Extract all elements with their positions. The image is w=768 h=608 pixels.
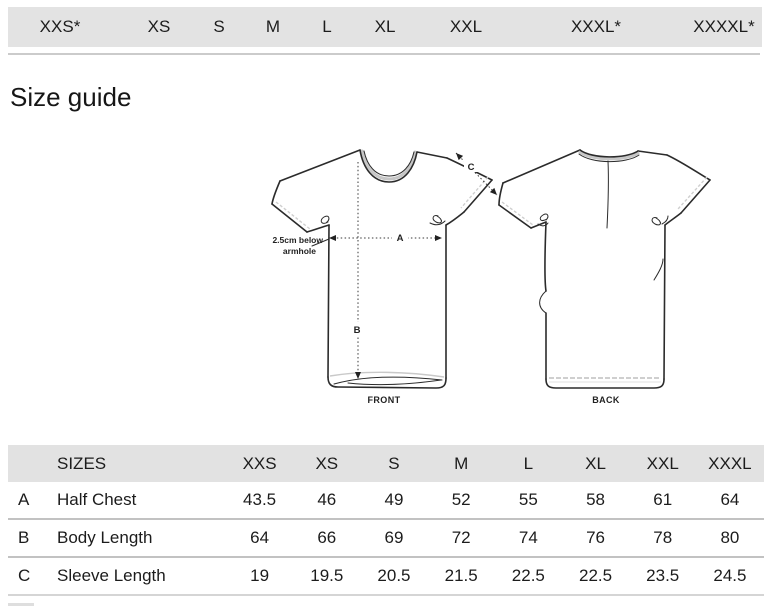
size-option-s[interactable]: S xyxy=(213,17,225,36)
value-cell: 43.5 xyxy=(243,490,277,509)
dim-a-label: A xyxy=(396,233,404,244)
measurements-table xyxy=(8,445,764,596)
divider xyxy=(8,53,760,55)
table-row-sleeve-length xyxy=(8,558,764,596)
column-header-xs: XS xyxy=(315,453,339,473)
header-sizes-label: SIZES xyxy=(57,453,107,473)
column-header-xxs: XXS xyxy=(242,453,277,473)
table-header-row xyxy=(8,445,764,482)
column-header-xl: XL xyxy=(585,453,606,473)
dim-b-label: B xyxy=(353,325,361,336)
size-option-xl[interactable]: XL xyxy=(374,17,396,36)
row-letter: A xyxy=(18,490,30,509)
size-option-m[interactable]: M xyxy=(265,17,281,36)
row-label: Half Chest xyxy=(57,490,137,509)
value-cell: 69 xyxy=(384,528,404,547)
value-cell: 19.5 xyxy=(310,566,344,585)
column-header-m: M xyxy=(454,453,469,473)
value-cell: 46 xyxy=(317,490,337,509)
value-cell: 72 xyxy=(451,528,471,547)
value-cell: 23.5 xyxy=(646,566,680,585)
size-option-l[interactable]: L xyxy=(322,17,332,36)
value-cell: 78 xyxy=(653,528,673,547)
back-view-label: BACK xyxy=(592,395,620,405)
size-option-xxxl[interactable]: XXXL* xyxy=(570,17,622,36)
divider xyxy=(8,603,34,606)
armhole-annotation xyxy=(272,235,329,256)
value-cell: 80 xyxy=(720,528,740,547)
front-shirt-drawing xyxy=(272,150,492,388)
column-header-xxxl: XXXL xyxy=(708,453,752,473)
annotation-line1: 2.5cm below xyxy=(272,235,323,245)
value-cell: 55 xyxy=(518,490,538,509)
column-header-xxl: XXL xyxy=(646,453,679,473)
value-cell: 19 xyxy=(250,566,270,585)
table-row-body-length xyxy=(8,520,764,558)
dim-c-label: C xyxy=(467,162,475,173)
tshirt-measurement-diagram xyxy=(250,128,740,413)
value-cell: 76 xyxy=(586,528,605,547)
row-letter: B xyxy=(18,528,30,547)
row-label: Body Length xyxy=(57,528,153,547)
value-cell: 74 xyxy=(518,528,538,547)
size-option-xs[interactable]: XS xyxy=(147,17,171,36)
page-title: Size guide xyxy=(10,82,132,112)
size-selector-bar xyxy=(8,7,762,47)
value-cell: 24.5 xyxy=(713,566,747,585)
value-cell: 22.5 xyxy=(578,566,613,585)
value-cell: 49 xyxy=(384,490,404,509)
value-cell: 66 xyxy=(317,528,337,547)
size-option-xxs[interactable]: XXS* xyxy=(39,17,81,36)
size-option-xxxxl[interactable]: XXXXL* xyxy=(693,17,755,36)
value-cell: 21.5 xyxy=(444,566,478,585)
column-header-l: L xyxy=(523,453,534,473)
column-header-s: S xyxy=(388,453,400,473)
row-label: Sleeve Length xyxy=(57,566,166,585)
value-cell: 52 xyxy=(451,490,471,509)
front-view-label: FRONT xyxy=(367,395,401,405)
table-row-half-chest xyxy=(8,482,764,520)
annotation-line2: armhole xyxy=(282,246,316,256)
dimension-b-line xyxy=(350,162,365,379)
dimension-a-line xyxy=(329,230,442,244)
value-cell: 22.5 xyxy=(511,566,545,585)
value-cell: 64 xyxy=(720,490,740,509)
value-cell: 20.5 xyxy=(377,566,411,585)
value-cell: 58 xyxy=(586,490,605,509)
row-letter: C xyxy=(18,566,31,585)
dimension-c-line xyxy=(456,153,497,195)
size-option-xxl[interactable]: XXL xyxy=(449,17,483,36)
value-cell: 61 xyxy=(653,490,673,509)
value-cell: 64 xyxy=(250,528,270,547)
back-shirt-drawing xyxy=(499,150,710,388)
